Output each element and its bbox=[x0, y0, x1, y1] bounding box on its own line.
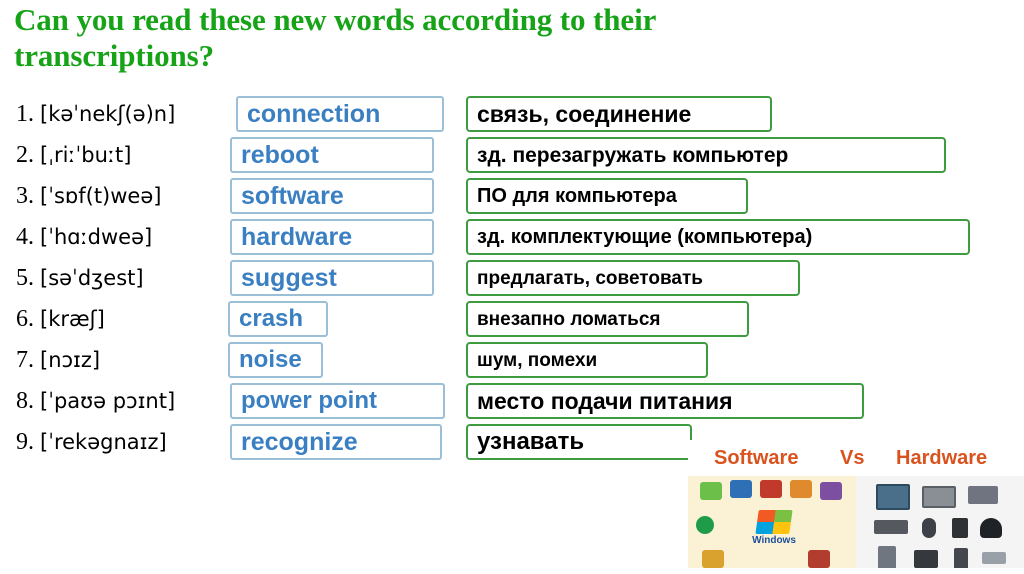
image-footer bbox=[688, 568, 1024, 574]
word-text: noise bbox=[239, 346, 302, 373]
item-transcription: [ˈsɒf(t)weə] bbox=[40, 184, 162, 208]
translation-box bbox=[466, 219, 970, 255]
item-transcription: [ˈrekəgnaɪz] bbox=[40, 430, 167, 454]
list-item bbox=[0, 342, 1024, 383]
list-item bbox=[0, 137, 1024, 178]
media-player-icon bbox=[696, 516, 714, 534]
word-box bbox=[230, 424, 442, 460]
word-text: crash bbox=[239, 305, 304, 332]
item-number: 8. bbox=[16, 388, 34, 414]
translation-text: ПО для компьютера bbox=[477, 185, 677, 207]
translation-text: предлагать, советовать bbox=[477, 267, 703, 289]
item-transcription: [nɔɪz] bbox=[40, 348, 101, 372]
translation-box bbox=[466, 301, 749, 337]
word-text: software bbox=[241, 181, 344, 210]
translation-text: внезапно ломаться bbox=[477, 308, 661, 330]
translation-text: связь, соединение bbox=[477, 100, 692, 127]
item-number: 4. bbox=[16, 224, 34, 250]
software-vs-hardware-image bbox=[688, 440, 1024, 574]
word-box bbox=[236, 96, 444, 132]
item-number: 2. bbox=[16, 142, 34, 168]
transcription-line-3 bbox=[16, 178, 161, 219]
transcription-line-4 bbox=[16, 219, 152, 260]
translation-text: узнавать bbox=[477, 428, 585, 455]
windows-xp-logo bbox=[746, 510, 802, 550]
transcription-line-7 bbox=[16, 342, 100, 383]
image-body bbox=[688, 476, 1024, 574]
laptop-icon bbox=[922, 486, 956, 508]
item-number: 6. bbox=[16, 306, 34, 332]
usb-drive-icon bbox=[982, 552, 1006, 564]
list-item bbox=[0, 301, 1024, 342]
list-item bbox=[0, 96, 1024, 137]
item-number: 9. bbox=[16, 429, 34, 455]
word-box bbox=[228, 342, 323, 378]
hardware-label: Hardware bbox=[896, 446, 988, 469]
windows-label: Windows bbox=[752, 535, 796, 546]
cpu-tower-icon bbox=[878, 546, 896, 570]
word-box bbox=[230, 137, 434, 173]
list-item bbox=[0, 178, 1024, 219]
item-number: 1. bbox=[16, 101, 34, 127]
browser-icon bbox=[702, 550, 724, 568]
transcription-line-9 bbox=[16, 424, 167, 465]
list-item bbox=[0, 219, 1024, 260]
translation-box bbox=[466, 383, 864, 419]
windows-flag-icon bbox=[755, 510, 792, 534]
translation-box bbox=[466, 96, 772, 132]
item-transcription: [ˈpaʊə pɔɪnt] bbox=[40, 389, 176, 413]
page-title: Can you read these new words according to their transcriptions? bbox=[14, 2, 656, 73]
app-icon-green bbox=[700, 482, 722, 500]
speaker-icon bbox=[952, 518, 968, 538]
translation-text: зд. перезагружать компьютер bbox=[477, 143, 789, 167]
item-transcription: [ˈhɑːdweə] bbox=[40, 225, 153, 249]
item-transcription: [kəˈnekʃ(ə)n] bbox=[40, 102, 176, 126]
translation-text: место подачи питания bbox=[477, 387, 733, 414]
word-text: recognize bbox=[241, 427, 358, 456]
translation-box bbox=[466, 137, 946, 173]
word-text: reboot bbox=[241, 140, 319, 169]
item-number: 7. bbox=[16, 347, 34, 373]
word-box bbox=[230, 178, 434, 214]
translation-box bbox=[466, 178, 748, 214]
item-number: 5. bbox=[16, 265, 34, 291]
printer-icon bbox=[968, 486, 998, 504]
list-item bbox=[0, 383, 1024, 424]
item-transcription: [kræʃ] bbox=[40, 307, 105, 331]
word-list bbox=[0, 96, 1024, 465]
word-box bbox=[230, 219, 434, 255]
keyboard-icon bbox=[874, 520, 908, 534]
app-icon-blue bbox=[730, 480, 752, 498]
app-icon-orange bbox=[790, 480, 812, 498]
transcription-line-2 bbox=[16, 137, 131, 178]
app-icon-purple bbox=[820, 482, 842, 500]
word-box bbox=[228, 301, 328, 337]
camera-icon bbox=[914, 550, 938, 568]
translation-text: зд. комплектующие (компьютера) bbox=[477, 226, 813, 248]
headphones-icon bbox=[980, 518, 1002, 538]
hardware-side bbox=[856, 476, 1024, 574]
transcription-line-8 bbox=[16, 383, 175, 424]
word-text: hardware bbox=[241, 222, 353, 251]
transcription-line-1 bbox=[16, 96, 175, 137]
word-box bbox=[230, 383, 445, 419]
item-transcription: [ˌriːˈbuːt] bbox=[40, 143, 132, 167]
translation-box bbox=[466, 342, 708, 378]
word-text: suggest bbox=[241, 263, 337, 292]
image-heading-strip bbox=[688, 440, 1024, 476]
item-number: 3. bbox=[16, 183, 34, 209]
translation-box bbox=[466, 424, 692, 460]
office-icon bbox=[808, 550, 830, 568]
app-icon-red bbox=[760, 480, 782, 498]
word-text: connection bbox=[247, 99, 381, 128]
word-text: power point bbox=[241, 387, 377, 414]
translation-box bbox=[466, 260, 800, 296]
list-item bbox=[0, 260, 1024, 301]
transcription-line-5 bbox=[16, 260, 144, 301]
software-side bbox=[688, 476, 856, 574]
phone-icon bbox=[954, 548, 968, 570]
translation-text: шум, помехи bbox=[477, 349, 598, 371]
vs-label: Vs bbox=[840, 446, 865, 469]
mouse-icon bbox=[922, 518, 936, 538]
transcription-line-6 bbox=[16, 301, 105, 342]
item-transcription: [səˈdʒest] bbox=[40, 266, 144, 290]
software-label: Software bbox=[714, 446, 799, 469]
word-box bbox=[230, 260, 434, 296]
monitor-icon bbox=[876, 484, 910, 510]
